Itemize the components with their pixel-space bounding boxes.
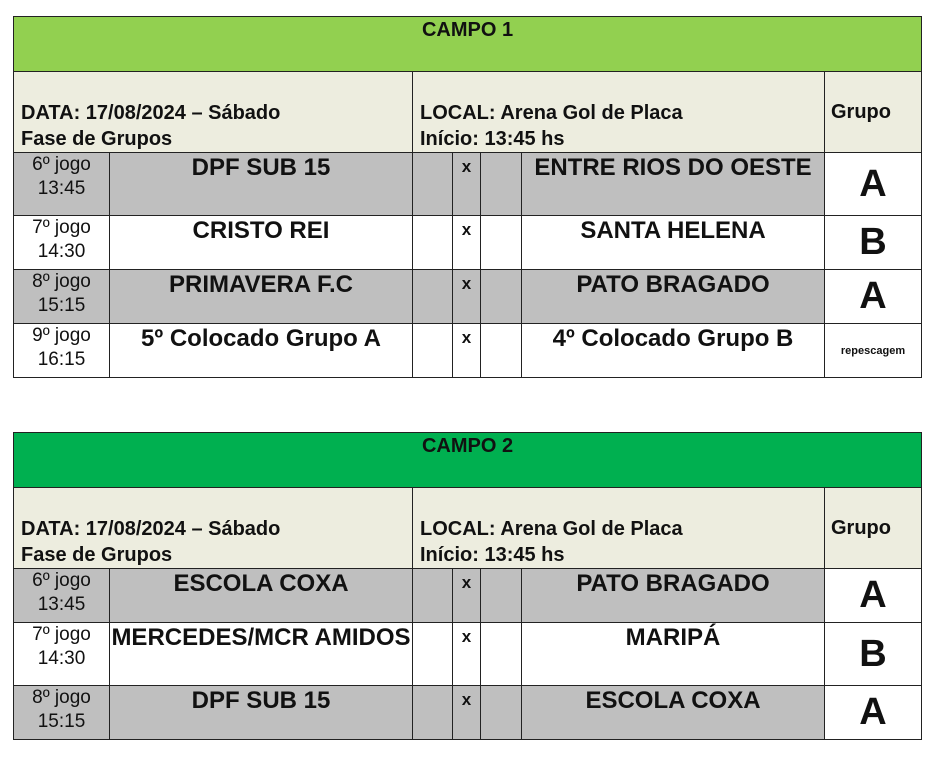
away-team: 4º Colocado Grupo B [522, 324, 825, 378]
header-group: Grupo [825, 72, 922, 153]
game-number: 6º jogo 13:45 [14, 153, 110, 216]
header-date-phase [14, 72, 413, 153]
home-team: CRISTO REI [110, 216, 413, 270]
header-start: Início: 13:45 hs [420, 544, 565, 566]
versus-mark: x [453, 153, 481, 216]
header-phase: Fase de Grupos [21, 128, 173, 150]
campo-2-table [13, 432, 921, 740]
game-number: 9º jogo 16:15 [14, 324, 110, 378]
away-team: PATO BRAGADO [522, 569, 825, 623]
home-team: DPF SUB 15 [110, 153, 413, 216]
home-team: PRIMAVERA F.C [110, 270, 413, 324]
spacer-cell [413, 216, 453, 270]
spacer-cell [481, 569, 522, 623]
group-letter: A [825, 686, 922, 740]
spacer-cell [413, 324, 453, 378]
campo-title: CAMPO 2 [14, 433, 922, 488]
home-team: DPF SUB 15 [110, 686, 413, 740]
table-row [14, 686, 922, 740]
spacer-cell [481, 216, 522, 270]
away-team: ENTRE RIOS DO OESTE [522, 153, 825, 216]
spacer-cell [413, 623, 453, 686]
header-local: LOCAL: Arena Gol de Placa [420, 102, 683, 124]
header-location [413, 488, 825, 569]
away-team: SANTA HELENA [522, 216, 825, 270]
away-team: MARIPÁ [522, 623, 825, 686]
table-row [14, 569, 922, 623]
home-team: MERCEDES/MCR AMIDOS [110, 623, 413, 686]
versus-mark: x [453, 324, 481, 378]
spacer-cell [481, 623, 522, 686]
group-letter: repescagem [825, 324, 922, 378]
game-number: 8º jogo 15:15 [14, 686, 110, 740]
header-start: Início: 13:45 hs [420, 128, 565, 150]
group-letter: A [825, 153, 922, 216]
spacer-cell [413, 270, 453, 324]
group-letter: A [825, 569, 922, 623]
group-letter: A [825, 270, 922, 324]
spacer-cell [481, 686, 522, 740]
home-team: ESCOLA COXA [110, 569, 413, 623]
game-number: 8º jogo 15:15 [14, 270, 110, 324]
spacer-cell [413, 569, 453, 623]
spacer-cell [413, 686, 453, 740]
spacer-cell [413, 153, 453, 216]
home-team: 5º Colocado Grupo A [110, 324, 413, 378]
group-letter: B [825, 216, 922, 270]
away-team: ESCOLA COXA [522, 686, 825, 740]
header-date-phase [14, 488, 413, 569]
game-number: 6º jogo 13:45 [14, 569, 110, 623]
header-location [413, 72, 825, 153]
game-number: 7º jogo 14:30 [14, 623, 110, 686]
group-letter: B [825, 623, 922, 686]
spacer-cell [481, 153, 522, 216]
table-row [14, 324, 922, 378]
spacer-cell [481, 270, 522, 324]
header-date: DATA: 17/08/2024 – Sábado [21, 102, 281, 124]
table-row [14, 153, 922, 216]
game-number: 7º jogo 14:30 [14, 216, 110, 270]
campo-1-table [13, 16, 921, 378]
versus-mark: x [453, 569, 481, 623]
spacer-cell [481, 324, 522, 378]
away-team: PATO BRAGADO [522, 270, 825, 324]
table-row [14, 216, 922, 270]
header-group: Grupo [825, 488, 922, 569]
table-row [14, 270, 922, 324]
versus-mark: x [453, 270, 481, 324]
header-phase: Fase de Grupos [21, 544, 173, 566]
versus-mark: x [453, 216, 481, 270]
versus-mark: x [453, 623, 481, 686]
versus-mark: x [453, 686, 481, 740]
campo-title: CAMPO 1 [14, 17, 922, 72]
table-row [14, 623, 922, 686]
header-local: LOCAL: Arena Gol de Placa [420, 518, 683, 540]
header-date: DATA: 17/08/2024 – Sábado [21, 518, 281, 540]
